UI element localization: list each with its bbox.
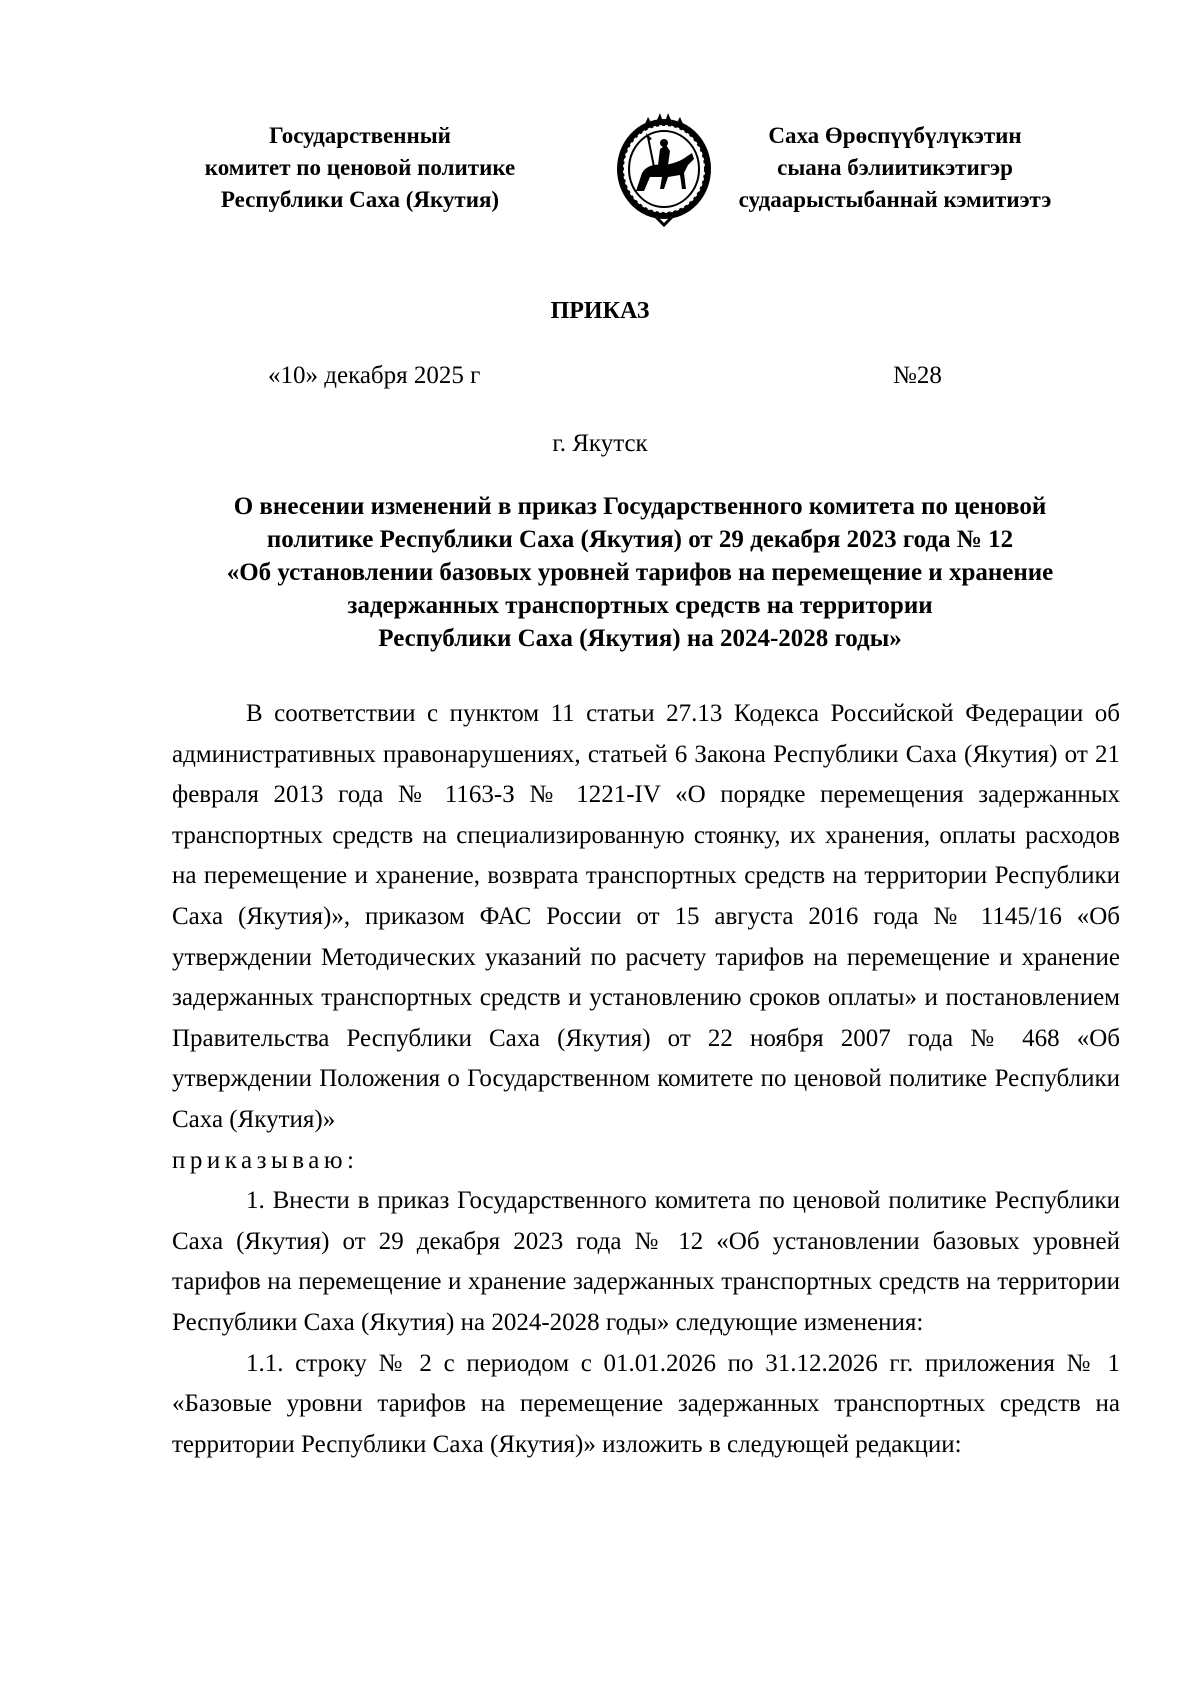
document-body [172,694,1120,1465]
order-word: приказываю: [172,1146,359,1174]
document-city: г. Якутск [552,430,648,457]
issuer-line: Республики Саха (Якутия) [220,187,500,212]
document-date: «10» декабря 2025 г [268,362,481,389]
document-title [160,490,1120,655]
title-line: Республики Саха (Якутия) на 2024-2028 годы» [378,625,902,652]
title-line: задержанных транспортных средств на территории [347,592,933,619]
item-1-paragraph: 1. Внести в приказ Государственного комитета по ценовой политике Республики Саха (Якутия) от 29 декабря 2023 года № 12 «Об установлении базовых уровней тарифов на перемещение и хранение задержанных транспортных средств на территории Республики Саха (Якутия) на 2024-2028 годы» следующие изменения: [172,1187,1120,1336]
document-type: ПРИКАЗ [550,298,650,324]
issuer-line: комитет по ценовой политике [204,155,516,180]
preamble-paragraph: В соответствии с пунктом 11 статьи 27.13 Кодекса Российской Федерации об административных правонарушениях, статьей 6 Закона Республики Саха (Якутия) от 21 февраля 2013 года № 1163-З № 1221-IV «О порядке перемещения задержанных транспортных средств на специализированную стоянку, их хранения, оплаты расходов на перемещение и хранение, возврата транспортных средств на территории Республики Саха (Якутия)», приказом ФАС России от 15 августа 2016 года № 1145/16 «Об утверждении Методических указаний по расчету тарифов на перемещение и хранение задержанных транспортных средств и установлению сроков оплаты» и постановлением Правительства Республики Саха (Якутия) от 22 ноября 2007 года № 468 «Об утверждении Положения о Государственном комитете по ценовой политике Республики Саха (Якутия)» [172,700,1120,1133]
issuer-line: Государственный [269,123,451,148]
title-line: О внесении изменений в приказ Государственного комитета по ценовой [233,493,1047,520]
item-1-1-paragraph: 1.1. строку № 2 с периодом с 01.01.2026 по 31.12.2026 гг. приложения № 1 «Базовые уровни тарифов на перемещение задержанных транспортных средств на территории Республики Саха (Якутия)» изложить в следующей редакции: [172,1349,1120,1458]
issuer-line: сыана бэлиитикэтигэр [777,155,1013,180]
yakutia-coat-of-arms-icon [608,103,720,227]
issuer-line: судаарыстыбаннай кэмитиэтэ [738,187,1052,212]
title-line: политике Республики Саха (Якутия) от 29 декабря 2023 года № 12 [266,526,1014,553]
issuer-name-russian [180,120,540,216]
document-number: №28 [893,362,942,389]
issuer-line: Саха Өрөспүүбүлүкэтин [768,123,1022,148]
title-line: «Об установлении базовых уровней тарифов на перемещение и хранение [226,559,1054,586]
issuer-name-yakut [710,120,1080,216]
